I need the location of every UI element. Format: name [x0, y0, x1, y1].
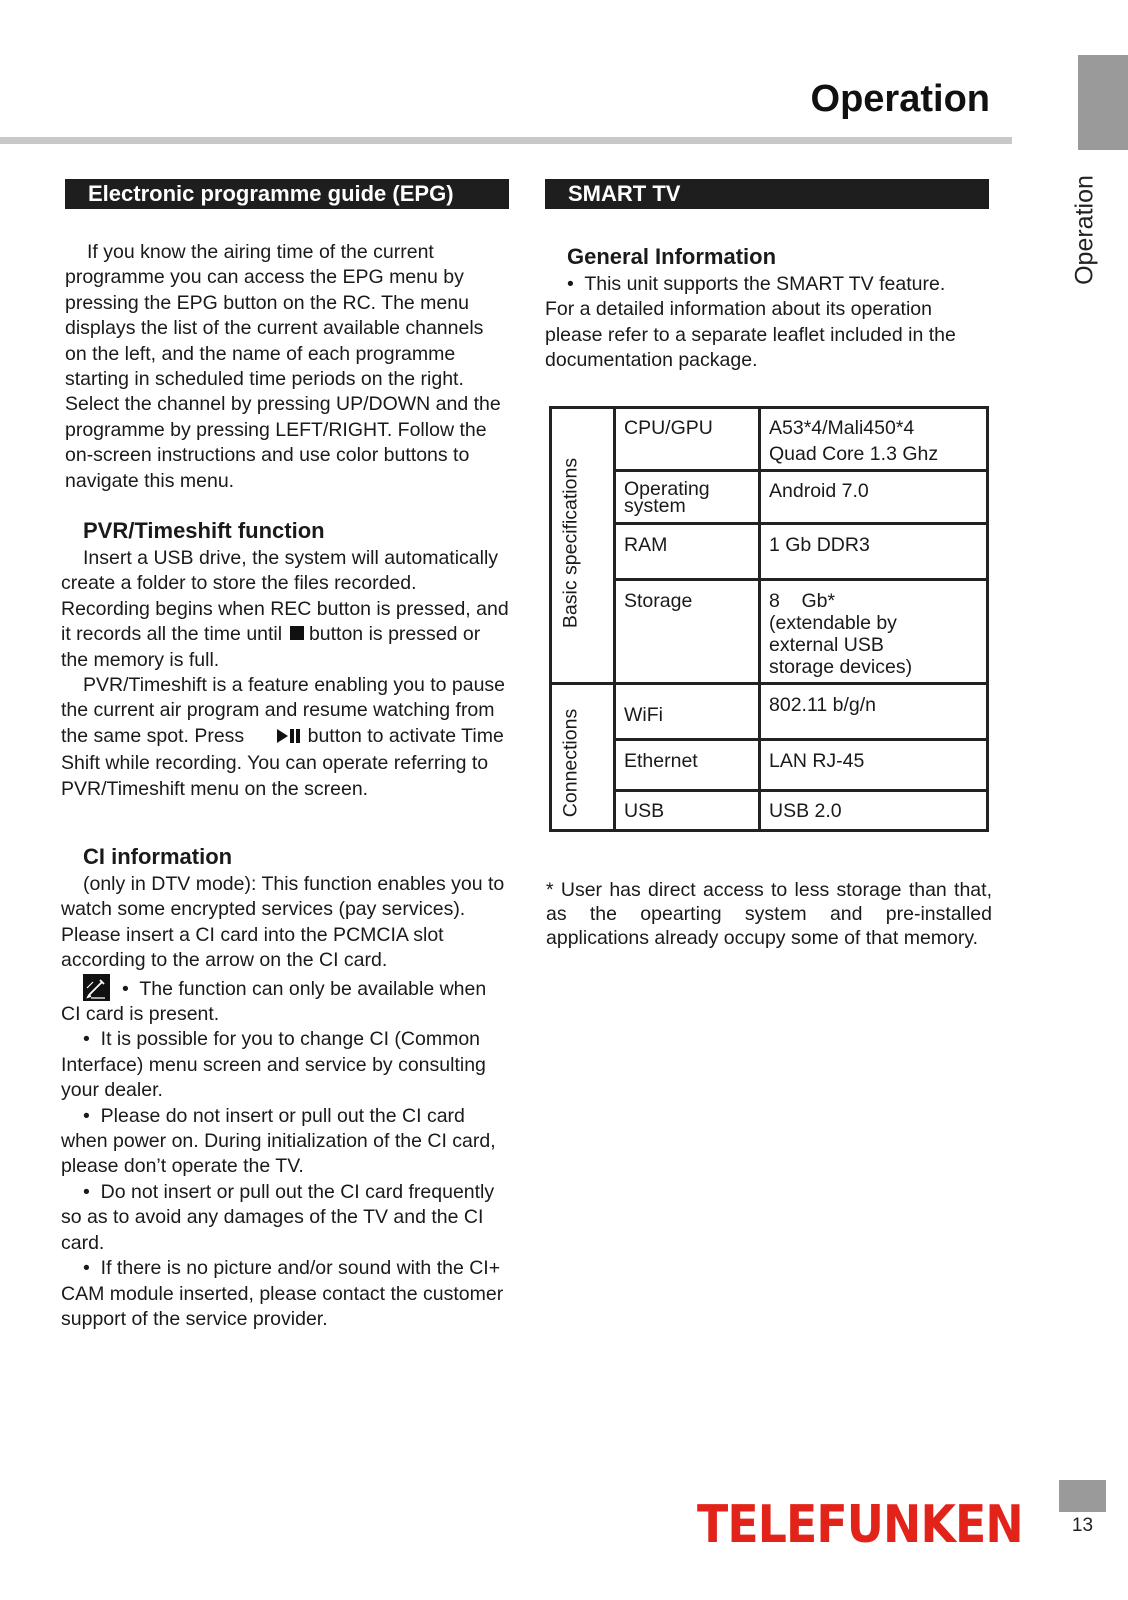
- pvr-heading: PVR/Timeshift function: [83, 518, 325, 543]
- epg-section-heading: Electronic programme guide (EPG): [65, 179, 509, 209]
- spec-value-ram: 1 Gb DDR3: [769, 534, 870, 556]
- spec-label-wifi: WiFi: [624, 704, 663, 726]
- spec-value-os: Android 7.0: [769, 480, 869, 502]
- note-pencil-icon: [83, 974, 110, 1001]
- spec-table: [549, 406, 989, 832]
- ci-bullet-4: • Do not insert or pull out the CI card frequently so as to avoid any damages of the TV and the CI card.: [61, 1180, 495, 1254]
- pvr-section: [61, 516, 509, 802]
- smart-tv-section-heading: SMART TV: [545, 179, 989, 209]
- pvr-p1-before: Insert a USB drive, the system will automatically create a folder to store the files recorded. Recording begins when REC button is pressed, and it records all the time until: [61, 547, 509, 646]
- pvr-paragraph-2: [61, 673, 509, 802]
- spec-value-storage: 8 Gb* (extendable by external USB storage devices): [769, 590, 913, 678]
- pvr-p2-after: button to activate Time Shift while recording. You can operate referring to PVR/Timeshift menu on the screen.: [61, 724, 504, 800]
- ci-section: [61, 842, 509, 1332]
- smart-tv-section: [545, 242, 990, 374]
- storage-footnote: * User has direct access to less storage than that, as the opearting system and pre-installed applications already occupy some of that memory.: [546, 879, 992, 949]
- spec-label-storage: Storage: [624, 590, 693, 612]
- ci-bullet-5: • If there is no picture and/or sound with the CI+ CAM module inserted, please contact the customer support of the service provider.: [61, 1257, 504, 1330]
- brand-logo: TELEFUNKEN: [697, 1495, 1023, 1555]
- spec-group-connections: Connections: [559, 708, 582, 818]
- pvr-p2-before: PVR/Timeshift is a feature enabling you to pause the current air program and resume watching from the same spot. Press: [61, 674, 506, 747]
- side-tab-marker: [1078, 55, 1128, 150]
- pvr-p1-after: button is pressed or the memory is full.: [61, 623, 481, 671]
- epg-section: [65, 240, 510, 494]
- spec-value-ethernet: LAN RJ-45: [769, 750, 865, 772]
- header-rule: [0, 137, 1012, 144]
- smart-tv-bullet: • This unit supports the SMART TV feature.: [567, 273, 946, 295]
- ci-bullet-1: • The function can only be available when CI card is present.: [61, 974, 509, 1028]
- spec-label-os: Operating system: [624, 478, 710, 517]
- page-number: 13: [1071, 1515, 1094, 1536]
- ci-bullet-3: • Please do not insert or pull out the CI card when power on. During initialization of the CI card, please don’t operate the TV.: [61, 1104, 496, 1178]
- stop-icon: [290, 626, 304, 640]
- spec-label-ethernet: Ethernet: [624, 750, 698, 772]
- spec-value-cpu: A53*4/Mali450*4 Quad Core 1.3 Ghz: [769, 417, 939, 465]
- spec-value-wifi: 802.11 b/g/n: [769, 694, 876, 716]
- pvr-paragraph-1: [61, 546, 509, 673]
- smart-tv-paragraph: For a detailed information about its operation please refer to a separate leaflet included in the documentation package.: [545, 298, 956, 372]
- ci-intro: (only in DTV mode): This function enables you to watch some encrypted services (pay services). Please insert a CI card into the PCMCIA slot according to the arrow on the CI card.: [61, 873, 505, 972]
- spec-value-usb: USB 2.0: [769, 800, 842, 822]
- epg-paragraph: If you know the airing time of the current programme you can access the EPG menu by pressing the EPG button on the RC. The menu displays the list of the current available channels on the left, and the name of each programme starting in scheduled time periods on the right. Select the channel by pressing UP/DOWN and the programme by pressing LEFT/RIGHT. Follow the on-screen instructions and use color buttons to navigate this menu.: [65, 241, 501, 492]
- ci-heading: CI information: [83, 844, 233, 869]
- spec-label-usb: USB: [624, 800, 665, 822]
- side-section-label: Operation: [1070, 175, 1099, 285]
- spec-label-cpu: CPU/GPU: [624, 417, 713, 439]
- page-tab-marker: [1059, 1480, 1106, 1512]
- spec-label-ram: RAM: [624, 534, 668, 556]
- general-info-heading: General Information: [567, 244, 777, 269]
- spec-group-basic: Basic specifications: [559, 457, 582, 629]
- page-title: Operation: [810, 78, 990, 120]
- ci-bullet-2: • It is possible for you to change CI (Common Interface) menu screen and service by consulting your dealer.: [61, 1028, 486, 1102]
- play-pause-icon: [254, 726, 302, 751]
